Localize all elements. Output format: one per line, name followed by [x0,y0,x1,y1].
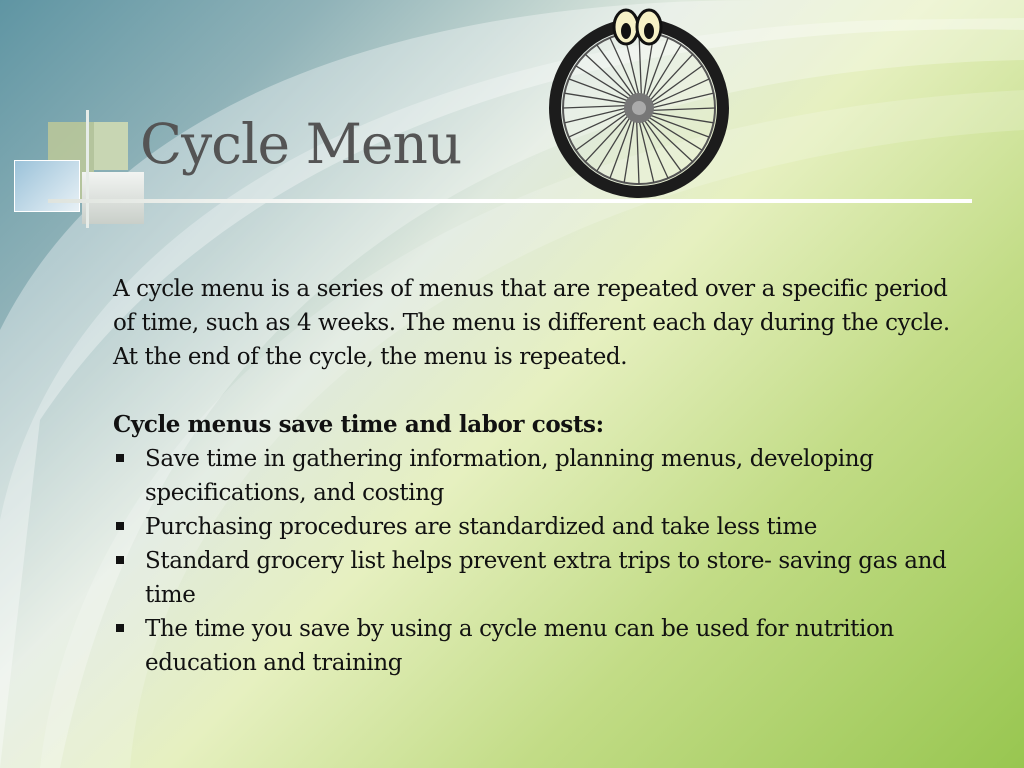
decor-square-grey [82,172,144,224]
square-bullet-icon [116,556,124,564]
bullets-heading: Cycle menus save time and labor costs: [113,411,604,438]
wheel-spoke [649,93,714,108]
bicycle-wheel-with-eyes-icon [546,6,736,198]
bullet-item [113,510,973,544]
slide-body [113,272,973,680]
bullet-item [113,442,973,510]
wheel-spoke [638,118,653,183]
square-bullet-icon [116,624,124,632]
decor-square-light-olive [94,122,128,170]
decor-vertical-line [86,110,89,228]
wheel-spoke [564,107,629,122]
bullet-text: Standard grocery list helps prevent extra trips to store- saving gas and time [145,548,947,608]
wheel-spoke [563,106,629,108]
square-bullet-icon [116,454,124,462]
wheel-spoke [649,108,715,110]
bullet-list [113,442,973,680]
bullet-text: Purchasing procedures are standardized and take less time [145,514,817,540]
wheel-spoke [637,118,639,184]
decor-square-blue [14,160,80,212]
bullet-text: Save time in gathering information, planning menus, developing specifications, and costing [145,446,874,506]
slide-title: Cycle Menu [140,112,462,176]
bullet-item [113,544,973,612]
bullet-text: The time you save by using a cycle menu can be used for nutrition education and training [145,616,894,676]
title-underline [48,199,972,203]
intro-paragraph: A cycle menu is a series of menus that are repeated over a specific period of time, such as 4 weeks. The menu is different each day during the cycle. At the end of the cycle, the menu is repeated. [113,276,950,370]
square-bullet-icon [116,522,124,530]
bullet-item [113,612,973,680]
